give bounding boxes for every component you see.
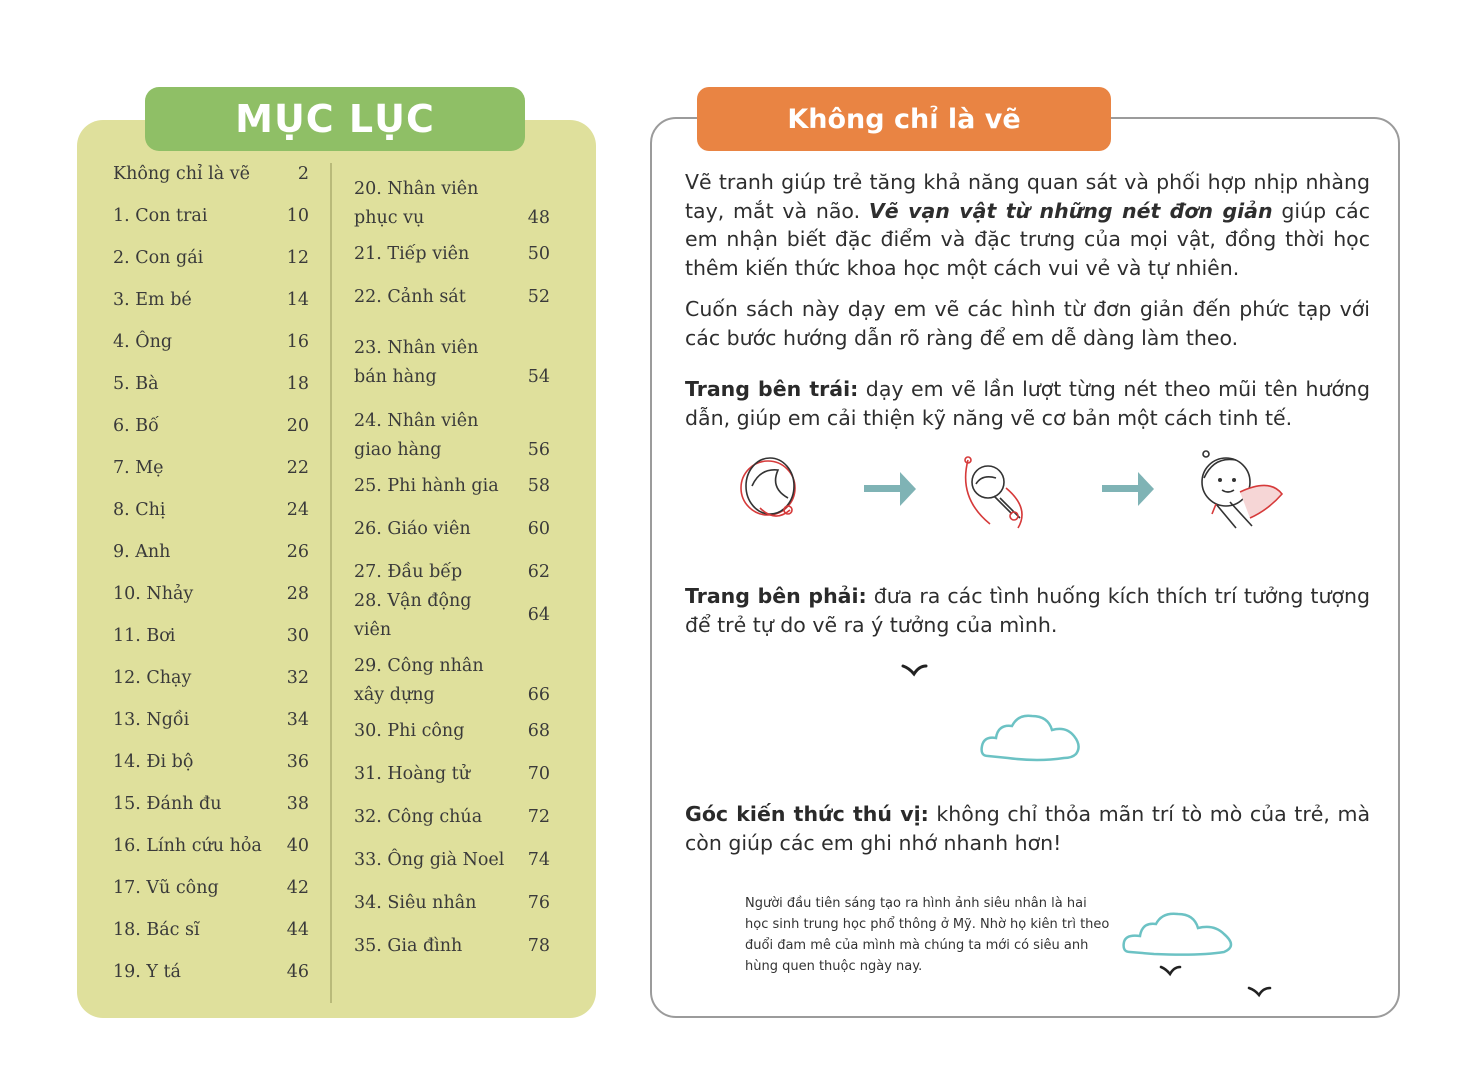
toc-entry-page: 42 xyxy=(286,878,309,898)
toc-entry-title: 26. Giáo viên xyxy=(354,519,471,539)
toc-entry-page: 50 xyxy=(527,244,550,264)
toc-entry-page: 44 xyxy=(286,920,309,940)
step-1-sketch-icon xyxy=(741,458,795,516)
toc-entry-title: 17. Vũ công xyxy=(113,878,219,898)
toc-entry xyxy=(113,650,309,692)
toc-entry xyxy=(113,230,309,272)
toc-left-column xyxy=(113,160,309,986)
toc-entry-page: 48 xyxy=(527,208,550,228)
fun-facts-description: Góc kiến thức thú vị: không chỉ thỏa mãn trí tò mò của trẻ, mà còn giúp các em ghi nhớ nhanh hơn! xyxy=(685,802,1371,855)
intro-title: Không chỉ là vẽ xyxy=(697,87,1111,151)
toc-entry xyxy=(113,356,309,398)
step-3-superhero-icon xyxy=(1202,451,1282,528)
toc-entry-page: 58 xyxy=(527,476,550,496)
toc-entry-page: 60 xyxy=(527,519,550,539)
toc-entry-title: 27. Đầu bếp xyxy=(354,562,463,582)
toc-entry-page: 12 xyxy=(286,248,309,268)
bird-icon xyxy=(900,660,930,680)
toc-entry-page: 52 xyxy=(527,287,550,307)
toc-entry xyxy=(113,734,309,776)
toc-entry xyxy=(113,440,309,482)
toc-entry xyxy=(113,860,309,902)
toc-entry xyxy=(113,566,309,608)
toc-entry-page: 34 xyxy=(286,710,309,730)
toc-entry-page: 54 xyxy=(527,367,550,387)
toc-entry-title: 22. Cảnh sát xyxy=(354,287,466,307)
toc-entry-title: 20. Nhân viên phục vụ xyxy=(354,179,479,228)
toc-entry-page: 40 xyxy=(286,836,309,856)
toc-entry-page: 56 xyxy=(527,440,550,460)
toc-entry-page: 10 xyxy=(286,206,309,226)
toc-entry-title: 29. Công nhân xây dựng xyxy=(354,656,484,705)
toc-entry xyxy=(113,944,309,986)
toc-entry-title: 21. Tiếp viên xyxy=(354,244,470,264)
toc-entry xyxy=(113,608,309,650)
toc-entry xyxy=(113,902,309,944)
toc-entry-title: 35. Gia đình xyxy=(354,936,463,956)
toc-entry-title: 7. Mẹ xyxy=(113,458,164,478)
toc-entry-page: 66 xyxy=(527,685,550,705)
toc-entry-title: 1. Con trai xyxy=(113,206,208,226)
toc-entry xyxy=(354,319,550,392)
toc-entry xyxy=(354,465,550,508)
toc-entry-title: 12. Chạy xyxy=(113,668,192,688)
toc-entry-title: 13. Ngồi xyxy=(113,710,190,730)
toc-title: MỤC LỤC xyxy=(145,87,525,151)
toc-entry-page: 28 xyxy=(286,584,309,604)
toc-entry-title: 32. Công chúa xyxy=(354,807,483,827)
toc-entry-page: 76 xyxy=(527,893,550,913)
toc-entry-title: 15. Đánh đu xyxy=(113,794,222,814)
intro-paragraph-2: Cuốn sách này dạy em vẽ các hình từ đơn giản đến phức tạp với các bước hướng dẫn rõ ràng để em dễ dàng làm theo. xyxy=(685,297,1370,350)
toc-entry xyxy=(354,796,550,839)
toc-right-column xyxy=(354,160,550,968)
toc-entry-title: 3. Em bé xyxy=(113,290,192,310)
toc-entry xyxy=(354,637,550,710)
toc-entry-page: 26 xyxy=(286,542,309,562)
toc-entry xyxy=(354,710,550,753)
toc-entry xyxy=(113,160,309,188)
cloud-icon-small xyxy=(1120,908,1242,960)
intro-paragraph-1: Vẽ tranh giúp trẻ tăng khả năng quan sát và phối hợp nhịp nhàng tay, mắt và não. Vẽ vạn vật từ những nét đơn giản giúp các em nhận biết đặc điểm và đặc trưng của mọi vật, đồng thời học thêm kiến thức khoa học một cách vui vẻ và tự nhiên. xyxy=(685,170,1370,280)
drawing-steps-illustration xyxy=(730,448,1290,548)
toc-entry xyxy=(113,524,309,566)
toc-entry-title: 30. Phi công xyxy=(354,721,465,741)
bird-icon-2 xyxy=(1158,962,1184,980)
toc-entry xyxy=(354,882,550,925)
toc-entry xyxy=(113,272,309,314)
toc-entry-title: 31. Hoàng tử xyxy=(354,764,470,784)
toc-entry xyxy=(354,392,550,465)
toc-entry-page: 72 xyxy=(527,807,550,827)
toc-entry xyxy=(354,590,550,640)
toc-entry-page: 36 xyxy=(286,752,309,772)
toc-entry-title: 19. Y tá xyxy=(113,962,181,982)
step-2-sketch-icon xyxy=(965,457,1022,528)
toc-column-divider xyxy=(330,163,332,1003)
toc-entry xyxy=(354,925,550,968)
step-arrow-icon-1 xyxy=(864,472,916,506)
toc-entry xyxy=(354,753,550,796)
toc-entry-page: 2 xyxy=(297,164,309,184)
cloud-icon xyxy=(978,712,1086,764)
toc-entry xyxy=(354,276,550,319)
toc-entry-page: 62 xyxy=(527,562,550,582)
toc-entry-page: 64 xyxy=(527,605,550,625)
toc-entry-page: 30 xyxy=(286,626,309,646)
toc-entry-title: 18. Bác sĩ xyxy=(113,920,200,940)
toc-entry-page: 14 xyxy=(286,290,309,310)
toc-entry xyxy=(354,839,550,882)
toc-entry-title: 4. Ông xyxy=(113,332,173,352)
toc-entry-title: 9. Anh xyxy=(113,542,171,562)
toc-entry-page: 74 xyxy=(527,850,550,870)
step-arrow-icon-2 xyxy=(1102,472,1154,506)
toc-entry xyxy=(113,188,309,230)
toc-entry xyxy=(113,398,309,440)
toc-entry-page: 46 xyxy=(286,962,309,982)
toc-entry-title: 25. Phi hành gia xyxy=(354,476,499,496)
toc-entry xyxy=(113,314,309,356)
toc-entry-page: 70 xyxy=(527,764,550,784)
toc-entry-title: 34. Siêu nhân xyxy=(354,893,477,913)
toc-entry xyxy=(113,818,309,860)
toc-entry-page: 68 xyxy=(527,721,550,741)
right-page-description: Trang bên phải: đưa ra các tình huống kích thích trí tưởng tượng để trẻ tự do vẽ ra ý tưởng của mình. xyxy=(685,584,1371,637)
toc-entry-title: 8. Chị xyxy=(113,500,166,520)
toc-entry xyxy=(113,482,309,524)
toc-entry-title: 2. Con gái xyxy=(113,248,204,268)
toc-entry-page: 38 xyxy=(286,794,309,814)
toc-entry-page: 24 xyxy=(286,500,309,520)
toc-entry-title: 24. Nhân viên giao hàng xyxy=(354,411,479,460)
toc-entry-page: 22 xyxy=(286,458,309,478)
toc-entry xyxy=(354,160,550,233)
toc-entry-title: 23. Nhân viên bán hàng xyxy=(354,338,479,387)
toc-entry-title: 33. Ông già Noel xyxy=(354,850,505,870)
toc-entry xyxy=(354,508,550,551)
toc-entry-title: 11. Bơi xyxy=(113,626,176,646)
toc-entry-title: 10. Nhảy xyxy=(113,584,194,604)
toc-entry-title: 6. Bố xyxy=(113,416,159,436)
toc-entry-title: 14. Đi bộ xyxy=(113,752,194,772)
toc-entry-page: 16 xyxy=(286,332,309,352)
toc-entry-page: 20 xyxy=(286,416,309,436)
toc-entry-page: 32 xyxy=(286,668,309,688)
bird-icon-3 xyxy=(1246,983,1274,1001)
toc-entry xyxy=(113,776,309,818)
toc-entry-title: Không chỉ là vẽ xyxy=(113,164,250,184)
toc-entry-title: 16. Lính cứu hỏa xyxy=(113,836,262,856)
left-page-description: Trang bên trái: dạy em vẽ lần lượt từng nét theo mũi tên hướng dẫn, giúp em cải thiện kỹ năng vẽ cơ bản một cách tinh tế. xyxy=(685,377,1370,430)
fun-fact-text: Người đầu tiên sáng tạo ra hình ảnh siêu nhân là hai học sinh trung học phổ thông ở Mỹ. Nhờ họ kiên trì theo đuổi đam mê của mình mà chúng ta mới có siêu anh hùng quen thuộc ngày nay. xyxy=(745,896,1110,974)
toc-entry-page: 18 xyxy=(286,374,309,394)
toc-entry-title: 5. Bà xyxy=(113,374,159,394)
toc-entry xyxy=(354,233,550,276)
toc-entry-page: 78 xyxy=(527,936,550,956)
toc-entry-title: 28. Vận động viên xyxy=(354,590,472,640)
toc-entry xyxy=(113,692,309,734)
